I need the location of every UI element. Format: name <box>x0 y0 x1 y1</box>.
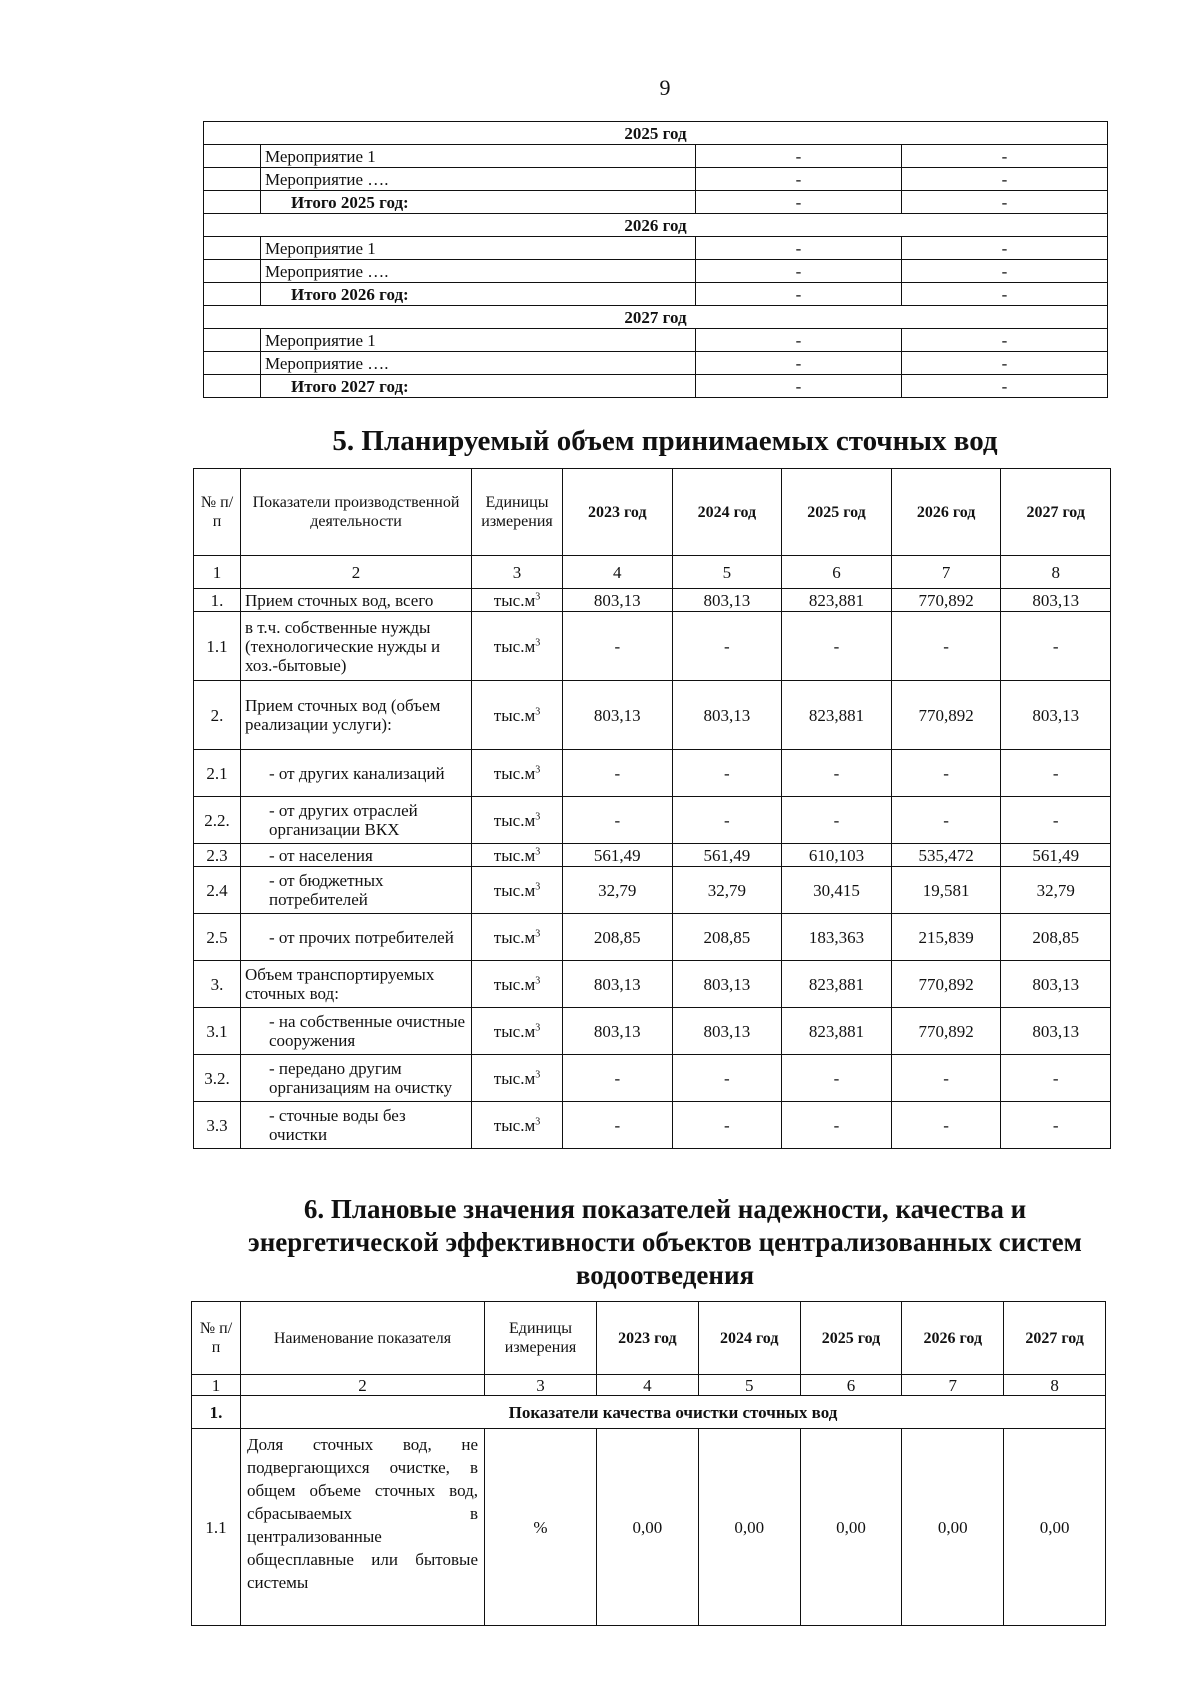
table-row <box>194 1102 1111 1149</box>
unit-text: тыс.м <box>493 974 536 994</box>
header-cell: Показатели производственной деятельности <box>241 469 472 556</box>
value-cell: 208,85 <box>563 914 673 961</box>
event-name: Мероприятие 1 <box>261 237 696 260</box>
indicator-name: - передано другим организациям на очистку <box>241 1055 472 1102</box>
unit-superscript: 3 <box>535 1021 541 1033</box>
reliability-indicators-table <box>191 1301 1106 1626</box>
indicator-name: Доля сточных вод, не подвергающихся очистке, в общем объеме сточных вод, сбрасываемых в централизованные общесплавные или бытовые системы <box>241 1429 485 1626</box>
unit-text: тыс.м <box>493 1068 536 1088</box>
value-cell: 770,892 <box>891 589 1001 612</box>
table-row <box>194 750 1111 797</box>
value-cell: 803,13 <box>563 681 673 750</box>
page-number: 9 <box>659 75 671 100</box>
column-number: 2 <box>241 1375 485 1396</box>
column-number: 2 <box>241 556 472 589</box>
header-cell: 2023 год <box>597 1302 699 1375</box>
unit-superscript: 3 <box>535 705 541 717</box>
indicator-name: - от населения <box>241 844 472 867</box>
value-cell: 0,00 <box>597 1429 699 1626</box>
value-cell: 823,881 <box>782 961 892 1008</box>
section-row <box>192 1396 1106 1429</box>
indicator-name: - на собственные очистные сооружения <box>241 1008 472 1055</box>
value-cell: - <box>672 1055 782 1102</box>
unit-superscript: 3 <box>535 974 541 986</box>
unit-superscript: 3 <box>535 810 541 822</box>
unit-cell <box>472 1055 563 1102</box>
value-cell: - <box>1001 797 1111 844</box>
value-cell: - <box>891 797 1001 844</box>
event-row <box>204 237 1108 260</box>
header-cell: 2023 год <box>563 469 673 556</box>
value-cell: - <box>563 750 673 797</box>
row-blank-cell <box>204 260 261 283</box>
header-cell: 2025 год <box>782 469 892 556</box>
table-row <box>194 1055 1111 1102</box>
total-row <box>204 283 1108 306</box>
table-row <box>192 1429 1106 1626</box>
table-row <box>194 867 1111 914</box>
column-number: 4 <box>563 556 673 589</box>
value-cell: 561,49 <box>672 844 782 867</box>
unit-superscript: 3 <box>535 845 541 857</box>
column-number-row <box>192 1375 1106 1396</box>
row-number: 2. <box>194 681 241 750</box>
value-cell: 208,85 <box>1001 914 1111 961</box>
unit-text: тыс.м <box>493 636 536 656</box>
unit-text: тыс.м <box>493 880 536 900</box>
value-cell: - <box>891 750 1001 797</box>
value-cell: 803,13 <box>1001 589 1111 612</box>
total-row <box>204 191 1108 214</box>
value-cell: 803,13 <box>672 589 782 612</box>
table-row <box>194 914 1111 961</box>
event-value: - <box>696 191 902 214</box>
value-cell: 561,49 <box>563 844 673 867</box>
unit-text: тыс.м <box>493 1021 536 1041</box>
value-cell: - <box>1001 1102 1111 1149</box>
event-row <box>204 260 1108 283</box>
heading-line: энергетической эффективности объектов централизованных систем <box>248 1227 1082 1257</box>
event-name: Мероприятие …. <box>261 352 696 375</box>
table-row <box>194 589 1111 612</box>
total-row <box>204 375 1108 398</box>
section-number: 1. <box>192 1396 241 1429</box>
unit-cell <box>472 681 563 750</box>
row-number: 2.5 <box>194 914 241 961</box>
event-value: - <box>696 329 902 352</box>
unit-cell <box>472 1008 563 1055</box>
year-header: 2026 год <box>204 214 1108 237</box>
row-number: 1. <box>194 589 241 612</box>
table-header-row <box>192 1302 1106 1375</box>
unit-cell <box>472 844 563 867</box>
unit-cell <box>472 961 563 1008</box>
value-cell: 803,13 <box>672 1008 782 1055</box>
year-header: 2027 год <box>204 306 1108 329</box>
value-cell: - <box>891 1102 1001 1149</box>
value-cell: - <box>672 1102 782 1149</box>
column-number: 1 <box>194 556 241 589</box>
value-cell: - <box>782 612 892 681</box>
events-table <box>203 121 1108 398</box>
value-cell: 803,13 <box>672 961 782 1008</box>
value-cell: - <box>563 1055 673 1102</box>
event-value: - <box>696 260 902 283</box>
value-cell: 803,13 <box>1001 1008 1111 1055</box>
unit-text: тыс.м <box>493 590 536 610</box>
event-row <box>204 168 1108 191</box>
event-value: - <box>902 329 1108 352</box>
value-cell: - <box>1001 750 1111 797</box>
value-cell: 183,363 <box>782 914 892 961</box>
event-value: - <box>696 283 902 306</box>
unit-text: тыс.м <box>493 1115 536 1135</box>
row-blank-cell <box>204 283 261 306</box>
column-number: 7 <box>891 556 1001 589</box>
indicator-name: - от других отраслей организации ВКХ <box>241 797 472 844</box>
value-cell: 610,103 <box>782 844 892 867</box>
event-value: - <box>902 283 1108 306</box>
row-blank-cell <box>204 375 261 398</box>
unit-text: тыс.м <box>493 763 536 783</box>
value-cell: - <box>782 1055 892 1102</box>
indicator-name: Объем транспортируемых сточных вод: <box>241 961 472 1008</box>
header-cell: Единицы измерения <box>485 1302 597 1375</box>
unit-text: тыс.м <box>493 705 536 725</box>
column-number: 4 <box>597 1375 699 1396</box>
value-cell: 32,79 <box>563 867 673 914</box>
row-number: 2.2. <box>194 797 241 844</box>
value-cell: - <box>563 797 673 844</box>
column-number: 1 <box>192 1375 241 1396</box>
table-header-row <box>194 469 1111 556</box>
value-cell: 535,472 <box>891 844 1001 867</box>
indicator-name: - от прочих потребителей <box>241 914 472 961</box>
value-cell: 30,415 <box>782 867 892 914</box>
value-cell: 803,13 <box>1001 681 1111 750</box>
value-cell: 0,00 <box>1004 1429 1106 1626</box>
row-blank-cell <box>204 145 261 168</box>
unit-text: тыс.м <box>493 927 536 947</box>
header-cell: 2027 год <box>1001 469 1111 556</box>
row-blank-cell <box>204 168 261 191</box>
unit-cell <box>472 797 563 844</box>
table-row <box>194 681 1111 750</box>
value-cell: - <box>672 797 782 844</box>
value-cell: 208,85 <box>672 914 782 961</box>
heading-line: 6. Плановые значения показателей надежности, качества и <box>303 1194 1027 1224</box>
value-cell: - <box>782 1102 892 1149</box>
event-name: Мероприятие 1 <box>261 145 696 168</box>
year-row <box>204 122 1108 145</box>
value-cell: 823,881 <box>782 1008 892 1055</box>
year-header: 2025 год <box>204 122 1108 145</box>
event-name: Мероприятие …. <box>261 168 696 191</box>
unit-cell <box>472 1102 563 1149</box>
column-number: 5 <box>672 556 782 589</box>
column-number: 6 <box>800 1375 902 1396</box>
value-cell: 823,881 <box>782 681 892 750</box>
value-cell: - <box>782 797 892 844</box>
value-cell: 561,49 <box>1001 844 1111 867</box>
row-number: 2.1 <box>194 750 241 797</box>
value-cell: 803,13 <box>563 961 673 1008</box>
row-blank-cell <box>204 329 261 352</box>
header-cell: № п/п <box>194 469 241 556</box>
value-cell: - <box>563 1102 673 1149</box>
unit-cell <box>472 612 563 681</box>
column-number: 6 <box>782 556 892 589</box>
event-value: - <box>902 191 1108 214</box>
unit-superscript: 3 <box>535 763 541 775</box>
column-number: 8 <box>1001 556 1111 589</box>
row-number: 3.3 <box>194 1102 241 1149</box>
indicator-name: - от бюджетных потребителей <box>241 867 472 914</box>
header-cell: 2024 год <box>698 1302 800 1375</box>
value-cell: 803,13 <box>672 681 782 750</box>
event-row <box>204 145 1108 168</box>
column-number: 3 <box>485 1375 597 1396</box>
indicator-name: Прием сточных вод (объем реализации услуги): <box>241 681 472 750</box>
wastewater-volume-table <box>193 468 1111 1149</box>
value-cell: 770,892 <box>891 961 1001 1008</box>
unit-cell: % <box>485 1429 597 1626</box>
indicator-name: - от других канализаций <box>241 750 472 797</box>
row-blank-cell <box>204 352 261 375</box>
value-cell: 32,79 <box>1001 867 1111 914</box>
row-number: 3.2. <box>194 1055 241 1102</box>
event-value: - <box>902 352 1108 375</box>
row-number: 1.1 <box>194 612 241 681</box>
unit-superscript: 3 <box>535 636 541 648</box>
value-cell: - <box>782 750 892 797</box>
header-cell: № п/ п <box>192 1302 241 1375</box>
event-row <box>204 329 1108 352</box>
event-value: - <box>696 145 902 168</box>
unit-text: тыс.м <box>493 810 536 830</box>
row-number: 3.1 <box>194 1008 241 1055</box>
header-cell: Наименование показателя <box>241 1302 485 1375</box>
row-blank-cell <box>204 191 261 214</box>
event-name: Итого 2026 год: <box>261 283 696 306</box>
value-cell: 32,79 <box>672 867 782 914</box>
header-cell: 2026 год <box>902 1302 1004 1375</box>
unit-superscript: 3 <box>535 590 541 602</box>
event-name: Мероприятие 1 <box>261 329 696 352</box>
column-number: 5 <box>698 1375 800 1396</box>
event-value: - <box>902 168 1108 191</box>
value-cell: - <box>891 612 1001 681</box>
value-cell: 0,00 <box>902 1429 1004 1626</box>
unit-superscript: 3 <box>535 1115 541 1127</box>
value-cell: 803,13 <box>1001 961 1111 1008</box>
value-cell: - <box>672 612 782 681</box>
value-cell: 0,00 <box>800 1429 902 1626</box>
event-value: - <box>696 375 902 398</box>
event-value: - <box>696 237 902 260</box>
indicator-name: Прием сточных вод, всего <box>241 589 472 612</box>
value-cell: 215,839 <box>891 914 1001 961</box>
event-value: - <box>902 145 1108 168</box>
value-cell: 0,00 <box>698 1429 800 1626</box>
event-value: - <box>696 168 902 191</box>
row-blank-cell <box>204 237 261 260</box>
year-row <box>204 214 1108 237</box>
section-6-heading <box>0 1193 1200 1292</box>
event-name: Мероприятие …. <box>261 260 696 283</box>
event-value: - <box>902 375 1108 398</box>
value-cell: 803,13 <box>563 589 673 612</box>
header-cell: 2024 год <box>672 469 782 556</box>
value-cell: 803,13 <box>563 1008 673 1055</box>
value-cell: - <box>891 1055 1001 1102</box>
table-row <box>194 1008 1111 1055</box>
event-row <box>204 352 1108 375</box>
value-cell: 770,892 <box>891 1008 1001 1055</box>
row-number: 2.3 <box>194 844 241 867</box>
value-cell: - <box>1001 612 1111 681</box>
unit-cell <box>472 750 563 797</box>
unit-cell <box>472 867 563 914</box>
unit-cell <box>472 914 563 961</box>
table-row <box>194 844 1111 867</box>
row-number: 3. <box>194 961 241 1008</box>
header-cell: Единицы измерения <box>472 469 563 556</box>
event-value: - <box>696 352 902 375</box>
event-name: Итого 2027 год: <box>261 375 696 398</box>
header-cell: 2027 год <box>1004 1302 1106 1375</box>
event-value: - <box>902 237 1108 260</box>
column-number: 3 <box>472 556 563 589</box>
value-cell: - <box>563 612 673 681</box>
column-number-row <box>194 556 1111 589</box>
value-cell: 823,881 <box>782 589 892 612</box>
unit-superscript: 3 <box>535 1068 541 1080</box>
unit-cell <box>472 589 563 612</box>
indicator-name: в т.ч. собственные нужды (технологические нужды и хоз.-бытовые) <box>241 612 472 681</box>
value-cell: 770,892 <box>891 681 1001 750</box>
indicator-name: - сточные воды без очистки <box>241 1102 472 1149</box>
table-row <box>194 797 1111 844</box>
unit-superscript: 3 <box>535 880 541 892</box>
event-name: Итого 2025 год: <box>261 191 696 214</box>
value-cell: - <box>1001 1055 1111 1102</box>
event-value: - <box>902 260 1108 283</box>
value-cell: - <box>672 750 782 797</box>
header-cell: 2025 год <box>800 1302 902 1375</box>
value-cell: 19,581 <box>891 867 1001 914</box>
column-number: 7 <box>902 1375 1004 1396</box>
unit-superscript: 3 <box>535 927 541 939</box>
year-row <box>204 306 1108 329</box>
header-cell: 2026 год <box>891 469 1001 556</box>
unit-text: тыс.м <box>493 845 536 865</box>
table-row <box>194 961 1111 1008</box>
section-title: Показатели качества очистки сточных вод <box>241 1396 1106 1429</box>
heading-line: водоотведения <box>575 1260 755 1290</box>
row-number: 2.4 <box>194 867 241 914</box>
column-number: 8 <box>1004 1375 1106 1396</box>
section-5-heading: 5. Планируемый объем принимаемых сточных вод <box>332 425 998 457</box>
table-row <box>194 612 1111 681</box>
row-number: 1.1 <box>192 1429 241 1626</box>
